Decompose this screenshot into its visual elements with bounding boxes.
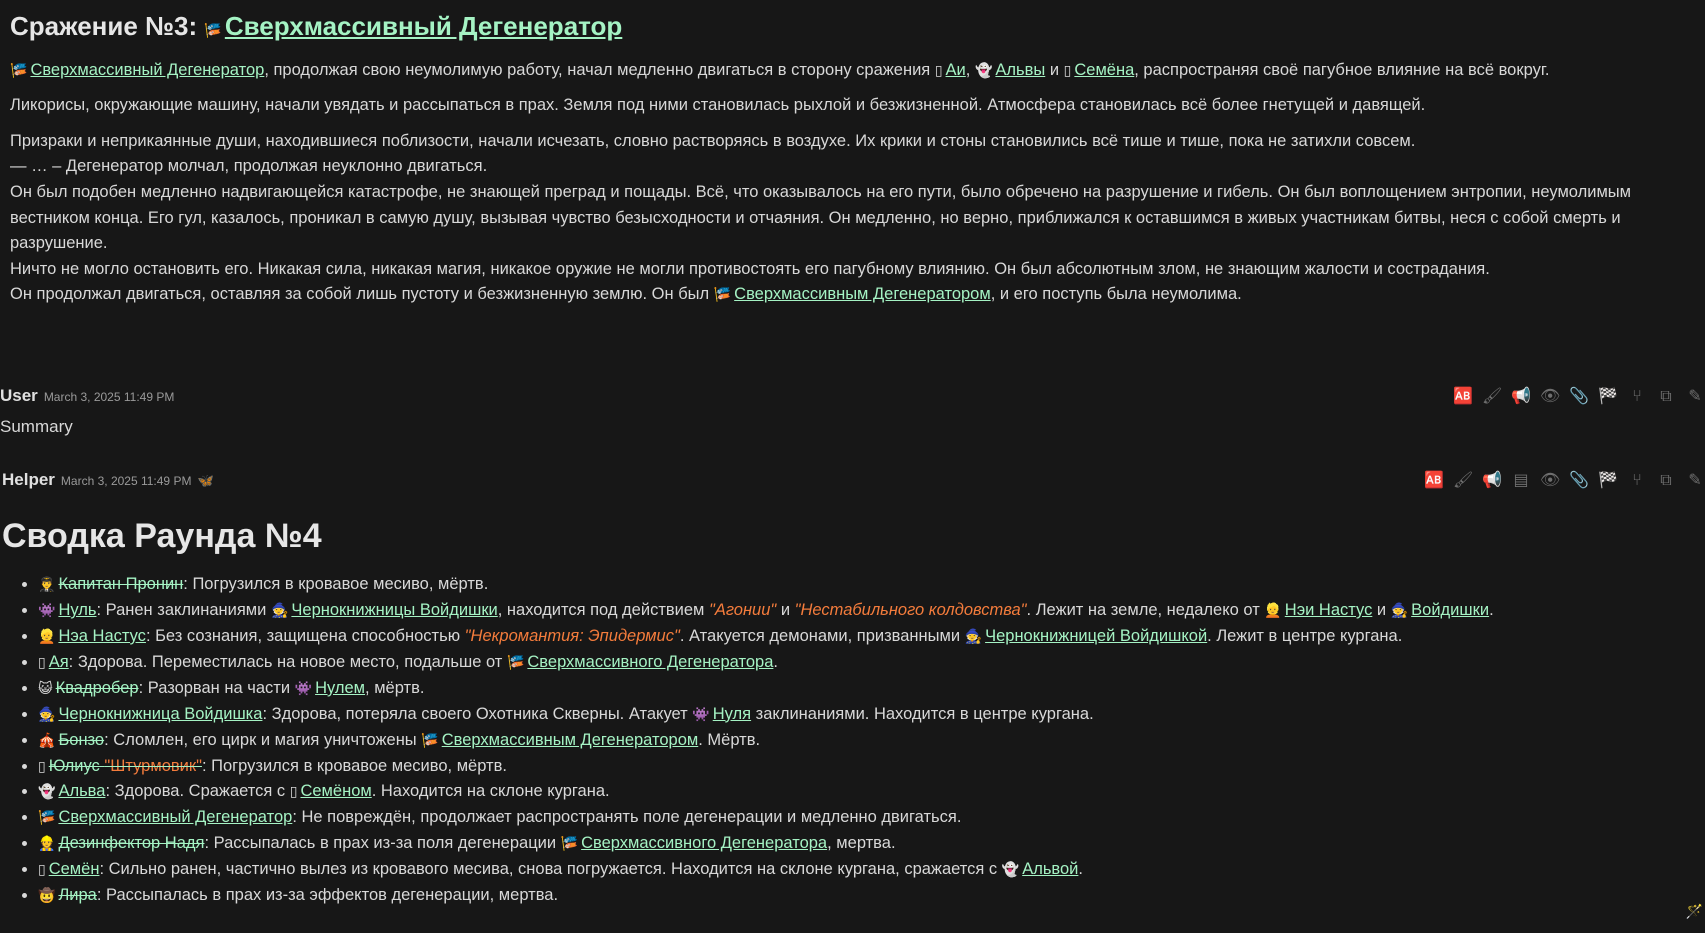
aya-icon: ▯	[38, 653, 46, 670]
ai-link[interactable]: Аи	[945, 60, 966, 79]
list-item: • 👾 Нуль: Ранен заклинаниями 🧙 Чернокнижницы Войдишки, находится под действием "Агонии" и "Нестабильного колдовства". Лежит на земле, недалеко от 👱 Нэи Настус и 🧙 Войдишки.	[38, 598, 1692, 624]
eye-icon[interactable]: 👁	[1540, 388, 1561, 405]
user-name: User	[0, 386, 38, 405]
blonde-icon: 👱	[38, 628, 56, 644]
semyon-icon: ▯	[289, 783, 298, 800]
alien-icon: 👾	[38, 602, 56, 619]
degenerator-icon: 🎏	[421, 731, 439, 748]
translate-icon[interactable]: 🆎	[1424, 472, 1444, 489]
translate-icon[interactable]: 🆎	[1453, 388, 1473, 405]
user-timestamp: March 3, 2025 11:49 PM	[43, 390, 175, 404]
degenerator-icon: 🎏	[713, 286, 732, 303]
alien-icon: 👾	[692, 705, 710, 722]
flag-checkered-icon[interactable]: 🏁	[1598, 388, 1618, 405]
megaphone-icon[interactable]: 📢	[1482, 472, 1502, 489]
pilot-icon: 👨‍✈️	[38, 576, 56, 593]
nea-link[interactable]: Нэи Настус	[1284, 601, 1373, 620]
butterfly-icon: 🦋	[197, 473, 214, 488]
paint-brush-icon[interactable]: 🖌	[1482, 388, 1503, 405]
paint-brush-icon[interactable]: 🖌	[1453, 472, 1474, 489]
degenerator-link[interactable]: Сверхмассивного Дегенератора	[581, 834, 828, 853]
degenerator-icon: 🎏	[560, 835, 579, 852]
semyon-link[interactable]: Семён	[48, 860, 100, 879]
list-item: • 👷 Дезинфектор Надя: Рассыпалась в прах из-за поля дегенерации 🎏 Сверхмассивного Дегенератора, мертва.	[38, 831, 1692, 857]
helper-timestamp: March 3, 2025 11:49 PM	[60, 474, 192, 488]
list-item: • 🤠 Лира: Рассыпалась в прах из-за эффектов дегенерации, мертва.	[38, 883, 1692, 909]
unstable-sorcery-effect: "Нестабильного колдовства"	[794, 601, 1027, 620]
battle-paragraph-2: Ликорисы, окружающие машину, начали увядать и рассыпаться в прах. Земля под ними становилась рыхлой и безжизненной. Атмосфера становилась всё более гнетущей и давящей.	[10, 96, 1426, 115]
semyon-icon: ▯	[1063, 61, 1072, 78]
branch-icon[interactable]: ⑂	[1632, 388, 1642, 405]
battle-paragraph-6: Ничто не могло остановить его. Никакая сила, никакая магия, никакое оружие не могли противостоять его пагубному влиянию. Он был абсолютным злом, не знающим жалости и сострадания.	[10, 259, 1490, 278]
edit-pencil-icon[interactable]: ✎	[1688, 388, 1702, 405]
ghost-icon: 👻	[38, 783, 56, 800]
copy-icon[interactable]: ⧉	[1660, 472, 1672, 489]
helper-name: Helper	[2, 470, 55, 489]
cat-icon: 😺	[38, 679, 53, 696]
nul-link[interactable]: Нулем	[315, 678, 366, 697]
circus-icon: 🎪	[38, 731, 56, 748]
semyon-icon: ▯	[38, 861, 46, 878]
kvadrober-link[interactable]: Квадробер	[55, 678, 139, 697]
agony-effect: "Агонии"	[708, 601, 777, 620]
list-item: • 🎪 Бонзо: Сломлен, его цирк и магия уничтожены 🎏 Сверхмассивным Дегенератором. Мёртв.	[38, 728, 1692, 754]
yulius-icon: ▯	[38, 757, 46, 774]
branch-icon[interactable]: ⑂	[1632, 472, 1642, 489]
edit-pencil-icon[interactable]: ✎	[1688, 472, 1702, 489]
user-message-header	[0, 383, 1705, 409]
voidishka-link[interactable]: Чернокнижницы Войдишки	[291, 601, 498, 620]
nul-link[interactable]: Нуля	[712, 704, 752, 723]
blonde-icon: 👱	[1264, 602, 1282, 619]
battle-paragraph-5: Он был подобен медленно надвигающейся катастрофе, не знающей преград и пощады. Всё, что оказывалось на его пути, было обречено на разрушение и гибель. Он был воплощением энтропии, неумолимым вестником конца. Его гул, казалось, проникал в самую душу, вызывая чувство безысходности и отчаяния. Он медленно, но верно, приближался к оставшимся в живых участникам битвы, неся с собой смерть и разрушение.	[10, 183, 1631, 253]
nul-link[interactable]: Нуль	[58, 601, 97, 620]
witch-icon: 🧙	[964, 628, 983, 644]
degenerator-link[interactable]: Сверхмассивным Дегенератором	[734, 285, 991, 304]
witch-icon: 🧙	[1390, 602, 1409, 619]
degenerator-icon: 🎏	[506, 653, 525, 670]
user-message-text: Summary	[0, 417, 73, 436]
witch-icon: 🧙	[38, 705, 56, 722]
list-item: • 😺 Квадробер: Разорван на части 👾 Нулем, мёртв.	[38, 676, 1692, 702]
battle-paragraph-4: — … – Дегенератор молчал, продолжая неуклонно двигаться.	[10, 157, 488, 176]
degenerator-link[interactable]: Сверхмассивный Дегенератор	[30, 60, 265, 79]
alva-link[interactable]: Альва	[58, 782, 106, 801]
ghost-icon: 👻	[974, 61, 993, 78]
degenerator-icon: 🎏	[38, 809, 56, 826]
voidishka-link[interactable]: Чернокнижница Войдишка	[58, 704, 263, 723]
witch-icon: 🧙	[270, 602, 289, 619]
voidishka-link[interactable]: Войдишки	[1411, 601, 1490, 620]
list-item: • 🎏 Сверхмассивный Дегенератор: Не повреждён, продолжает распространять поле дегенерации и медленно двигаться.	[38, 805, 1692, 831]
megaphone-icon[interactable]: 📢	[1511, 388, 1531, 405]
paperclip-icon[interactable]: 📎	[1569, 388, 1589, 405]
aya-icon: ▯	[934, 61, 943, 78]
list-item: • ▯ Семён: Сильно ранен, частично вылез из кровавого месива, снова погружается. Находится на склоне кургана, сражается с 👻 Альвой.	[38, 857, 1692, 883]
copy-icon[interactable]: ⧉	[1660, 388, 1672, 405]
semyon-link[interactable]: Семёном	[300, 782, 372, 801]
battle-title	[10, 10, 1680, 44]
flag-checkered-icon[interactable]: 🏁	[1598, 472, 1618, 489]
pronin-link[interactable]: Капитан Пронин	[58, 575, 184, 594]
list-item: • 🧙 Чернокнижница Войдишка: Здорова, потеряла своего Охотника Скверны. Атакует 👾 Нуля заклинаниями. Находится в центре кургана.	[38, 702, 1692, 728]
corner-wand-icon[interactable]: 🪄	[1685, 903, 1703, 920]
degenerator-link[interactable]: Сверхмассивного Дегенератора	[527, 652, 774, 671]
list-item: • ▯ Юлиус "Штурмовик": Погрузился в кровавое месиво, мёртв.	[38, 754, 1692, 780]
list-item: • ▯ Ая: Здорова. Переместилась на новое место, подальше от 🎏 Сверхмассивного Дегенератора.	[38, 650, 1692, 676]
list-item: • 👻 Альва: Здорова. Сражается с ▯ Семёном. Находится на склоне кургана.	[38, 779, 1692, 805]
list-item: • 👨‍✈️ Капитан Пронин: Погрузился в кровавое месиво, мёртв.	[38, 572, 1692, 598]
battle-narrative	[10, 10, 1680, 308]
battle-paragraph-1: 🎏 Сверхмассивный Дегенератор, продолжая свою неумолимую работу, начал медленно двигаться в сторону сражения ▯ Аи, 👻 Альвы и ▯ Семёна, распространяя своё пагубное влияние на всё вокруг.	[10, 58, 1680, 84]
round-summary	[2, 514, 1692, 909]
paperclip-icon[interactable]: 📎	[1569, 472, 1589, 489]
document-icon[interactable]: ▤	[1513, 472, 1529, 489]
alva-link[interactable]: Альвой	[1022, 860, 1079, 879]
degenerator-icon: 🎏	[204, 22, 222, 38]
battle-paragraph-7: Он продолжал двигаться, оставляя за собой лишь пустоту и безжизненную землю. Он был 🎏 Сверхмассивным Дегенератором, и его поступь была неумолима.	[10, 282, 1680, 308]
alien-icon: 👾	[294, 679, 313, 696]
battle-paragraph-3: Призраки и неприкаянные души, находившиеся поблизости, начали исчезать, словно растворяясь в воздухе. Их крики и стоны становились всё тише и тише, пока не затихли совсем.	[10, 131, 1416, 150]
degenerator-link[interactable]: Сверхмассивным Дегенератором	[441, 730, 699, 749]
cleaner-icon: 👷	[38, 835, 56, 852]
cowboy-icon: 🤠	[38, 887, 56, 904]
semyon-link[interactable]: Семёна	[1074, 60, 1135, 79]
alva-link[interactable]: Альвы	[995, 60, 1046, 79]
lira-link[interactable]: Лира	[58, 886, 97, 905]
helper-message-header	[2, 467, 1705, 493]
degenerator-link[interactable]: Сверхмассивный Дегенератор	[58, 808, 293, 827]
helper-message-toolbar	[1424, 469, 1705, 494]
ghost-icon: 👻	[1001, 861, 1020, 878]
nadya-link[interactable]: Дезинфектор Надя	[58, 834, 205, 853]
summary-list	[2, 572, 1692, 909]
nea-link[interactable]: Нэа Настус	[58, 627, 146, 645]
battle-title-prefix: Сражение №3:	[10, 11, 198, 41]
voidishka-link[interactable]: Чернокнижницей Войдишкой	[985, 627, 1208, 645]
bonzo-link[interactable]: Бонзо	[58, 730, 105, 749]
degenerator-title-link[interactable]: Сверхмассивный Дегенератор	[224, 11, 623, 41]
yulius-link[interactable]: Юлиус "Штурмовик"	[48, 756, 202, 775]
aya-link[interactable]: Ая	[48, 652, 69, 671]
eye-icon[interactable]: 👁	[1540, 472, 1561, 489]
list-item: • 👱 Нэа Настус: Без сознания, защищена способностью "Некромантия: Эпидермис". Атакуется демонами, призванными 🧙 Чернокнижницей Войдишкой. Лежит в центре кургана.	[38, 624, 1692, 650]
user-message-toolbar	[1453, 385, 1705, 410]
degenerator-icon: 🎏	[10, 61, 28, 78]
summary-title: Сводка Раунда №4	[2, 517, 322, 555]
necromancy-effect: "Некромантия: Эпидермис"	[464, 627, 680, 645]
